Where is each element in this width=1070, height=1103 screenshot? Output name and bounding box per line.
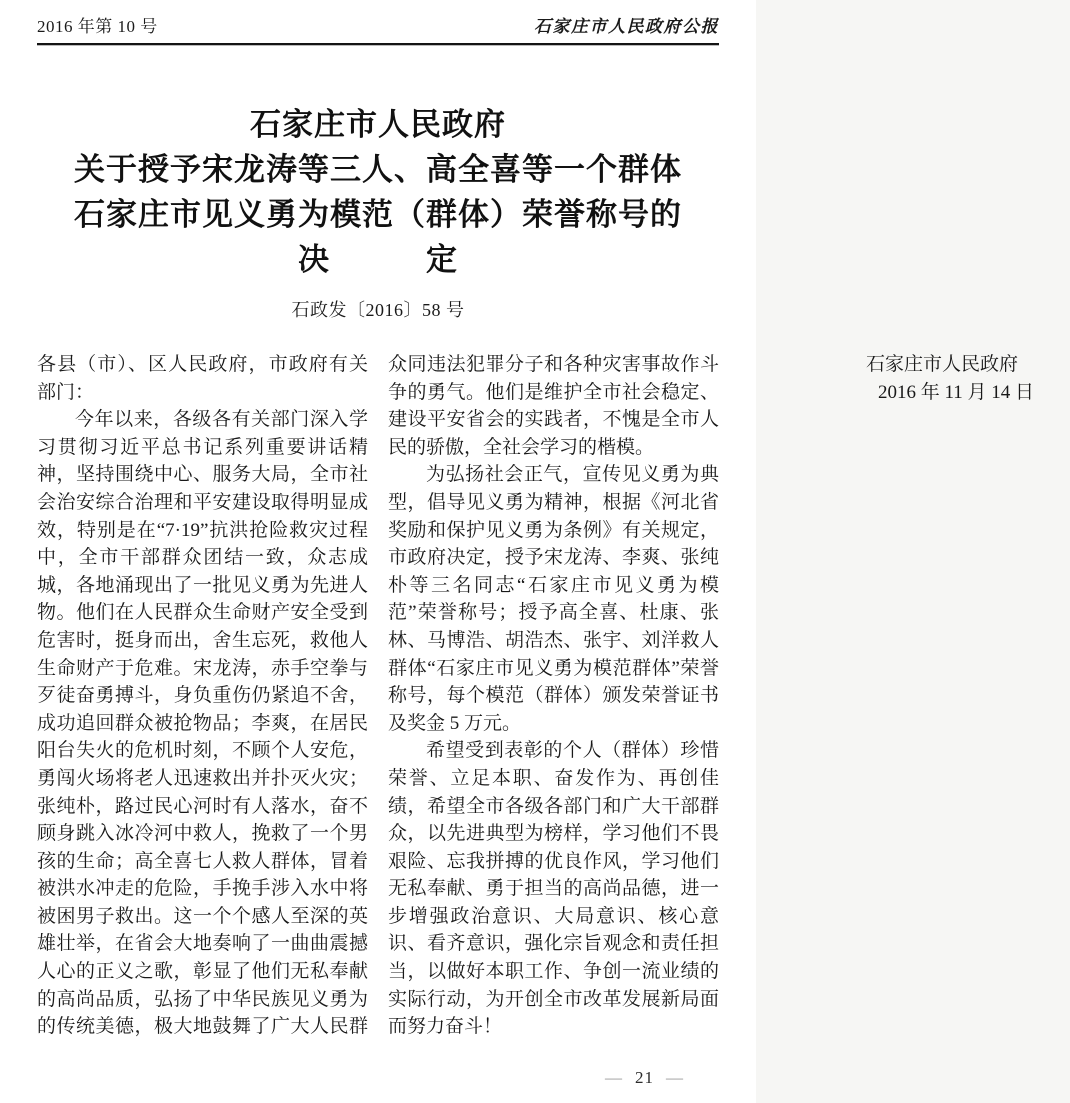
body-paragraph: 为弘扬社会正气，宣传见义勇为典型，倡导见义勇为精神，根据《河北省奖励和保护见义勇为条例》有关规定，市政府决定，授予宋龙涛、李爽、张纯朴等三名同志“石家庄市见义勇为模范”荣誉称号；授予高全喜、杜康、张林、马博浩、胡浩杰、张宇、刘洋救人群体“石家庄市见义勇为模范群体”荣誉称号，每个模范（群体）颁发荣誉证书及奖金 5 万元。	[388, 464, 719, 734]
document-title-line-2: 关于授予宋龙涛等三人、高全喜等一个群体	[74, 152, 682, 187]
body-columns	[37, 351, 1034, 1049]
header-divider-rule	[37, 43, 719, 46]
body-paragraph-salutation: 各县（市）、区人民政府，市政府有关部门：	[37, 354, 368, 403]
signature-date: 2016 年 11 月 14 日	[877, 381, 1034, 403]
page-footer	[605, 1068, 684, 1088]
document-title-line-1: 石家庄市人民政府	[250, 107, 506, 142]
document-title	[0, 102, 756, 282]
issue-number-label: 2016 年第 10 号	[37, 17, 158, 36]
signature-issuer: 石家庄市人民政府	[865, 354, 1018, 375]
body-paragraph: 今年以来，各级各有关部门深入学习贯彻习近平总书记系列重要讲话精神，坚持围绕中心、服务大局，全市社会治安综合治理和平安建设取得明显成效，特别是在“7·19”抗洪抢险救灾过程中，全市干部群众团结一致，众志成城，各地涌现出了一批见义勇为先进人物。他们在人民群众生命财产安全受到危害时，挺身而出，舍生忘死，救他人生命财产于危难。宋龙涛，赤手空拳与歹徒奋勇搏斗，身负重伤仍紧追不舍，成功追回群众被抢物品；李爽，在居民阳台失火的危机时刻，不顾个人安危，勇闯火场将老人迅速救出并扑灭火灾；张纯朴，路过民心河时有人落水，奋不顾身跳入冰冷河中救人，挽救了一个男孩的生命；高全喜七人救人群体，冒着被洪水冲走的危险，手挽手涉入水中将被困男子救出。这一个个感人至深的英雄壮举，在省会大地奏响了一曲曲震撼人心的正义之歌，彰显了他们无私奉献的高尚品质，弘扬了中华民族见义勇为的传统美德，极大地鼓舞了广大人民群众同违法犯罪分子和各种灾害事故作斗争的勇气。他们是维护全市社会稳定、建设平安省会的实践者，不愧是全市人民的骄傲，全社会学习的楷模。	[37, 354, 719, 1038]
footer-dash-left: —	[605, 1068, 623, 1087]
gazette-title: 石家庄市人民政府公报	[534, 17, 719, 36]
body-paragraph: 希望受到表彰的个人（群体）珍惜荣誉、立足本职、奋发作为、再创佳绩，希望全市各级各部门和广大干部群众，以先进典型为榜样，学习他们不畏艰险、忘我拼搏的优良作风，学习他们无私奉献、勇于担当的高尚品德，进一步增强政治意识、大局意识、核心意识、看齐意识，强化宗旨观念和责任担当，以做好本职工作、争创一流业绩的实际行动，为开创全市改革发展新局面而努力奋斗！	[388, 740, 719, 1038]
page-header	[0, 0, 756, 43]
document-title-line-3: 石家庄市见义勇为模范（群体）荣誉称号的	[74, 197, 682, 232]
footer-dash-right: —	[666, 1068, 684, 1087]
document-title-line-4: 决 定	[298, 242, 458, 277]
document-reference-number: 石政发〔2016〕58 号	[291, 300, 465, 320]
page-number: 21	[635, 1068, 654, 1087]
